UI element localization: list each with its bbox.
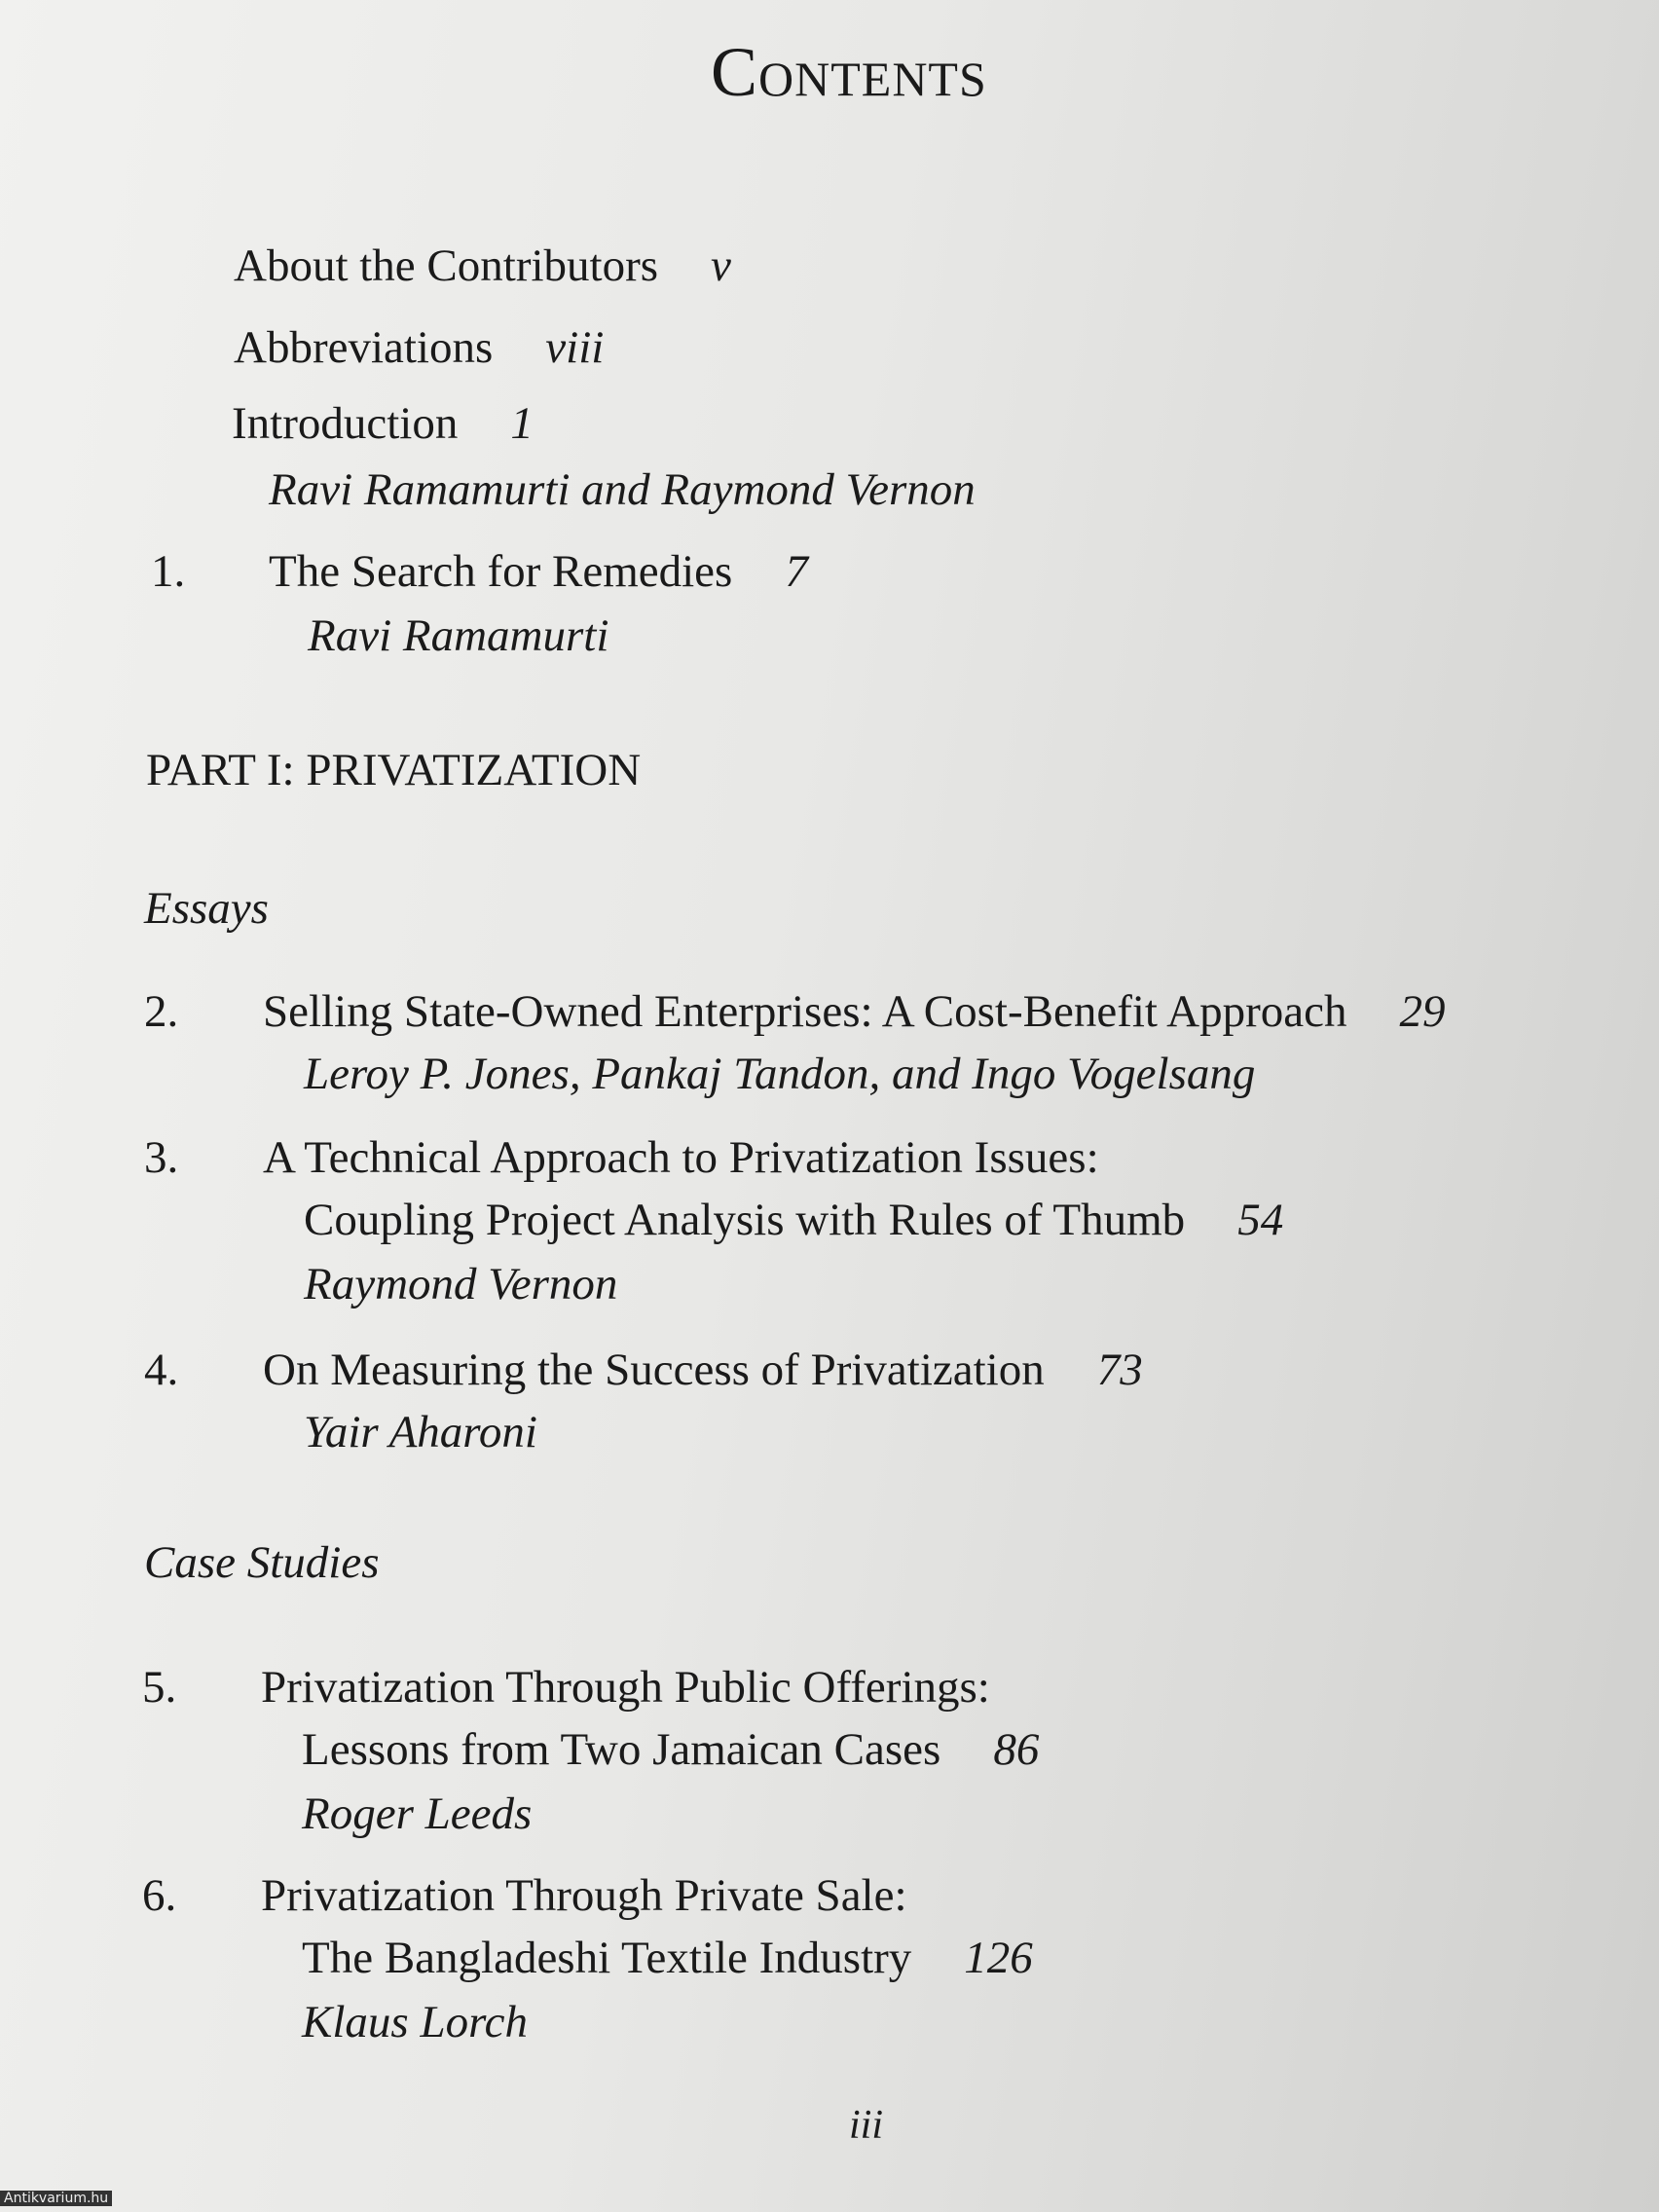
entry-title: On Measuring the Success of Privatization [263,1345,1045,1395]
toc-entry-chapter-3-continued[interactable] [304,1195,1284,1245]
section-heading-case-studies: Case Studies [144,1537,380,1588]
toc-entry-contributors[interactable] [234,240,731,291]
page-title: Contents [711,33,987,111]
chapter-number: 4. [144,1345,179,1395]
chapter-number: 5. [142,1662,177,1713]
entry-author: Ravi Ramamurti [308,610,609,661]
toc-entry-abbreviations[interactable] [234,322,605,373]
entry-title-line2: Coupling Project Analysis with Rules of Thumb [304,1195,1186,1245]
toc-entry-chapter-1[interactable] [269,546,808,597]
entry-page: 7 [785,546,808,597]
entry-page: 1 [510,398,534,449]
toc-entry-chapter-3[interactable] [263,1132,1099,1183]
entry-author: Leroy P. Jones, Pankaj Tandon, and Ingo Vogelsang [304,1049,1256,1099]
toc-entry-chapter-5[interactable] [261,1662,990,1713]
entry-page: viii [545,322,605,373]
toc-entry-chapter-2[interactable] [263,986,1446,1037]
toc-entry-chapter-5-continued[interactable] [302,1724,1040,1775]
chapter-number: 3. [144,1132,179,1183]
entry-author: Raymond Vernon [304,1259,618,1309]
page-number: iii [849,2103,884,2148]
entry-title-line2: The Bangladeshi Textile Industry [302,1933,912,1983]
entry-title: The Search for Remedies [269,546,733,597]
entry-author: Klaus Lorch [302,1997,528,2047]
entry-author: Ravi Ramamurti and Raymond Vernon [269,464,976,515]
entry-author: Yair Aharoni [304,1407,537,1457]
entry-title: Privatization Through Public Offerings: [261,1662,990,1713]
entry-page: 126 [964,1933,1033,1983]
entry-title: A Technical Approach to Privatization Issues: [263,1132,1099,1183]
entry-title: Abbreviations [234,322,494,373]
entry-page: v [711,240,731,291]
toc-entry-introduction[interactable] [232,398,534,449]
entry-title: Selling State-Owned Enterprises: A Cost-Benefit Approach [263,986,1347,1037]
watermark: Antikvarium.hu [0,2191,112,2206]
toc-entry-chapter-6-continued[interactable] [302,1933,1033,1983]
entry-author: Roger Leeds [302,1788,533,1839]
entry-page: 54 [1237,1195,1284,1245]
entry-title: About the Contributors [234,240,659,291]
chapter-number: 6. [142,1870,177,1921]
entry-page: 73 [1096,1345,1143,1395]
entry-title-line2: Lessons from Two Jamaican Cases [302,1724,941,1775]
section-heading-essays: Essays [144,883,269,934]
entry-page: 86 [993,1724,1040,1775]
chapter-number: 2. [144,986,179,1037]
entry-page: 29 [1399,986,1446,1037]
entry-title: Introduction [232,398,459,449]
toc-entry-chapter-6[interactable] [261,1870,907,1921]
part-heading: PART I: PRIVATIZATION [146,745,642,795]
entry-title: Privatization Through Private Sale: [261,1870,907,1921]
chapter-number: 1. [151,546,186,597]
toc-entry-chapter-4[interactable] [263,1347,1143,1393]
